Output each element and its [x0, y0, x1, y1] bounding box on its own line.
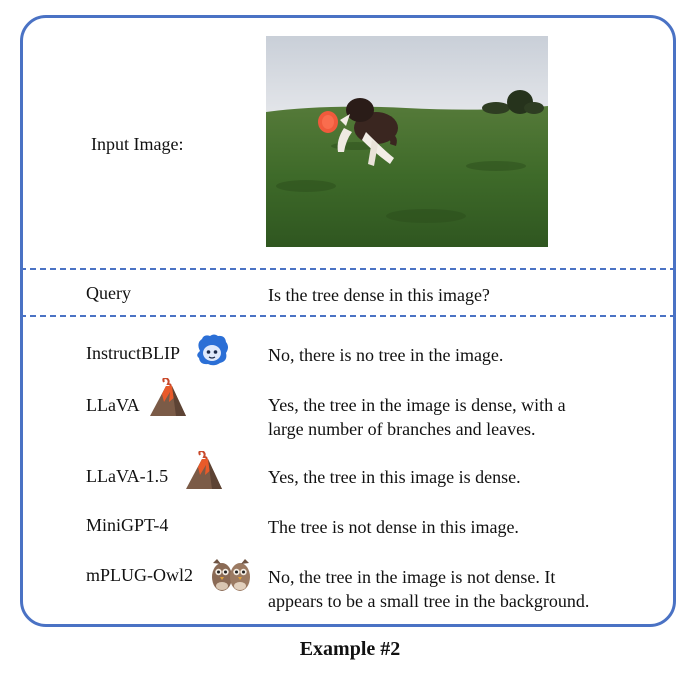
instructblip-icon [194, 333, 230, 372]
response-line: Yes, the tree in the image is dense, with a [268, 395, 566, 415]
input-photo [266, 36, 548, 247]
response-instructblip [268, 343, 503, 367]
response-line: No, the tree in the image is not dense. It [268, 567, 556, 587]
separator-top [20, 268, 676, 270]
response-line: The tree is not dense in this image. [268, 517, 519, 537]
volcano-icon [182, 451, 224, 496]
response-mplug-owl2 [268, 565, 589, 613]
separator-bottom [20, 315, 676, 317]
response-minigpt-4 [268, 515, 519, 539]
response-llava [268, 393, 566, 441]
input-image-label: Input Image: [91, 134, 184, 154]
model-name-mplug-owl2: mPLUG-Owl2 [86, 565, 193, 585]
model-name-llava: LLaVA [86, 395, 140, 415]
response-line: Yes, the tree in this image is dense. [268, 467, 521, 487]
query-label: Query [86, 283, 131, 303]
example-caption: Example #2 [299, 638, 401, 660]
response-llava-1-5 [268, 465, 521, 489]
volcano-icon [146, 378, 188, 423]
response-line: No, there is no tree in the image. [268, 345, 504, 365]
response-line: appears to be a small tree in the background. [268, 591, 590, 611]
model-name-minigpt-4: MiniGPT-4 [86, 515, 169, 535]
model-name-instructblip: InstructBLIP [86, 343, 180, 363]
model-name-llava-1-5: LLaVA-1.5 [86, 466, 169, 486]
query-text: Is the tree dense in this image? [268, 285, 490, 305]
response-line: large number of branches and leaves. [268, 419, 536, 439]
owl-icon [209, 555, 253, 600]
